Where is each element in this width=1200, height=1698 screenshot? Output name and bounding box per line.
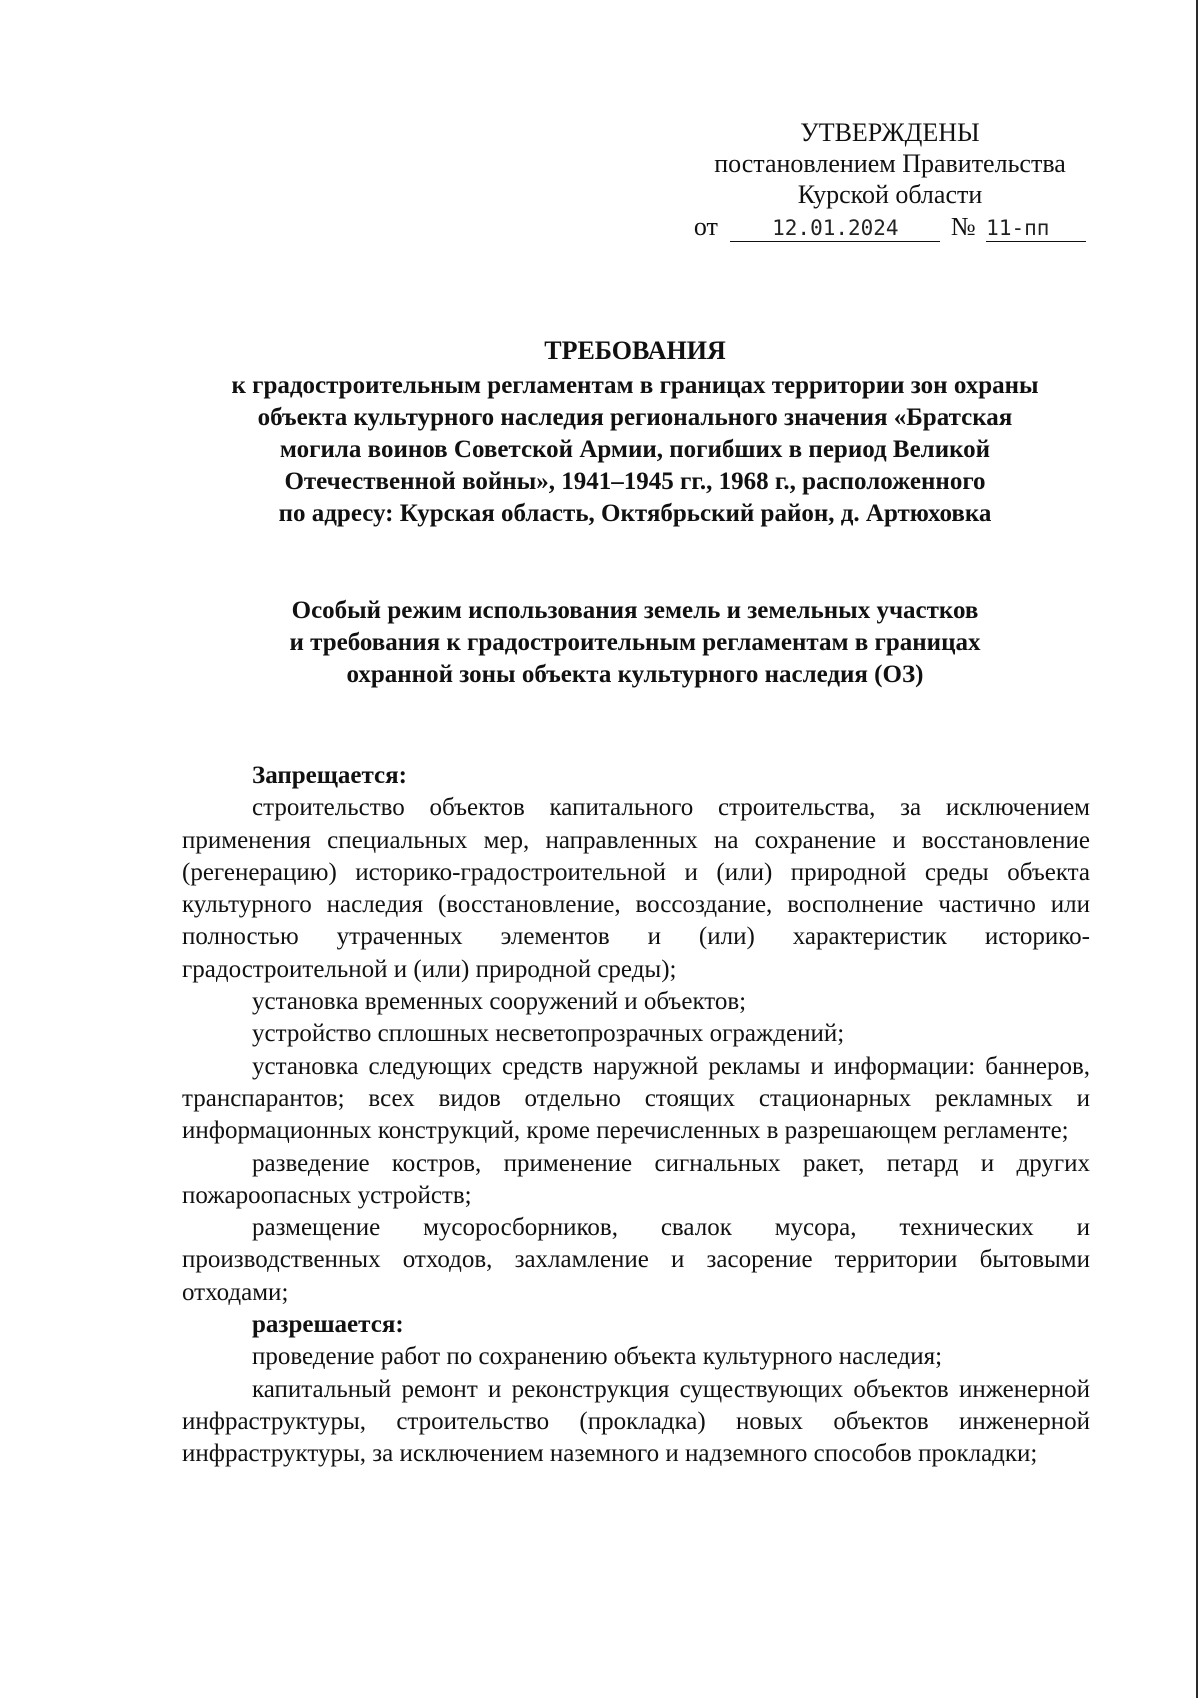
section-line: охранной зоны объекта культурного наследия (ОЗ) bbox=[346, 661, 924, 688]
section-line: Особый режим использования земель и земельных участков bbox=[291, 597, 979, 624]
section-heading bbox=[170, 595, 1100, 691]
section-line: и требования к градостроительным регламентам в границах bbox=[289, 629, 981, 656]
approval-line-1: УТВЕРЖДЕНЫ bbox=[800, 118, 980, 147]
title-line: к градостроительным регламентам в границах территории зон охраны bbox=[231, 372, 1039, 399]
title-line: объекта культурного наследия регионального значения «Братская bbox=[257, 404, 1013, 431]
prohibited-item: строительство объектов капитального строительства, за исключением применения специальных мер, направленных на сохранение и восстановление (регенерацию) историко-градостроительной и (или) природной среды объекта культурного наследия (восстановление, воссоздание, восполнение частично или полностью утраченных элементов и (или) характеристик историко-градостроительной и (или) природной среды); bbox=[182, 794, 1090, 983]
prohibited-item: установка следующих средств наружной рекламы и информации: баннеров, транспарантов; всех видов отдельно стоящих стационарных рекламных и информационных конструкций, кроме перечисленных в разрешающем регламенте; bbox=[182, 1052, 1090, 1145]
document-title bbox=[140, 335, 1130, 530]
approval-date: 12.01.2024 bbox=[730, 215, 940, 242]
permitted-item: проведение работ по сохранению объекта культурного наследия; bbox=[252, 1343, 943, 1371]
number-prefix: № bbox=[950, 212, 976, 241]
approval-stamp-block bbox=[680, 117, 1100, 242]
document-body bbox=[182, 760, 1090, 1471]
approval-line-3: Курской области bbox=[797, 180, 983, 209]
prohibited-item: разведение костров, применение сигнальных ракет, петард и других пожароопасных устройств; bbox=[182, 1149, 1090, 1209]
prohibited-item: размещение мусоросборников, свалок мусора, технических и производственных отходов, захламление и засорение территории бытовыми отходами; bbox=[182, 1214, 1090, 1306]
prohibited-item: установка временных сооружений и объектов; bbox=[252, 988, 747, 1016]
approval-number: 11-пп bbox=[986, 215, 1086, 242]
prohibited-item: устройство сплошных несветопрозрачных ограждений; bbox=[252, 1020, 845, 1048]
approval-line-2: постановлением Правительства bbox=[714, 149, 1066, 178]
title-line: Отечественной войны», 1941–1945 гг., 1968 г., расположенного bbox=[284, 468, 986, 495]
date-prefix: от bbox=[693, 212, 718, 241]
title-line: по адресу: Курская область, Октябрьский район, д. Артюховка bbox=[278, 500, 992, 527]
approval-date-number bbox=[680, 211, 1100, 242]
title-line: могила воинов Советской Армии, погибших в период Великой bbox=[279, 436, 991, 463]
permitted-label: разрешается: bbox=[252, 1311, 404, 1339]
scan-edge bbox=[1196, 0, 1198, 1698]
prohibited-label: Запрещается: bbox=[252, 762, 408, 789]
title-heading: ТРЕБОВАНИЯ bbox=[544, 336, 726, 365]
permitted-item: капитальный ремонт и реконструкция существующих объектов инженерной инфраструктуры, строительство (прокладка) новых объектов инженерной инфраструктуры, за исключением наземного и надземного способов прокладки; bbox=[182, 1375, 1090, 1468]
